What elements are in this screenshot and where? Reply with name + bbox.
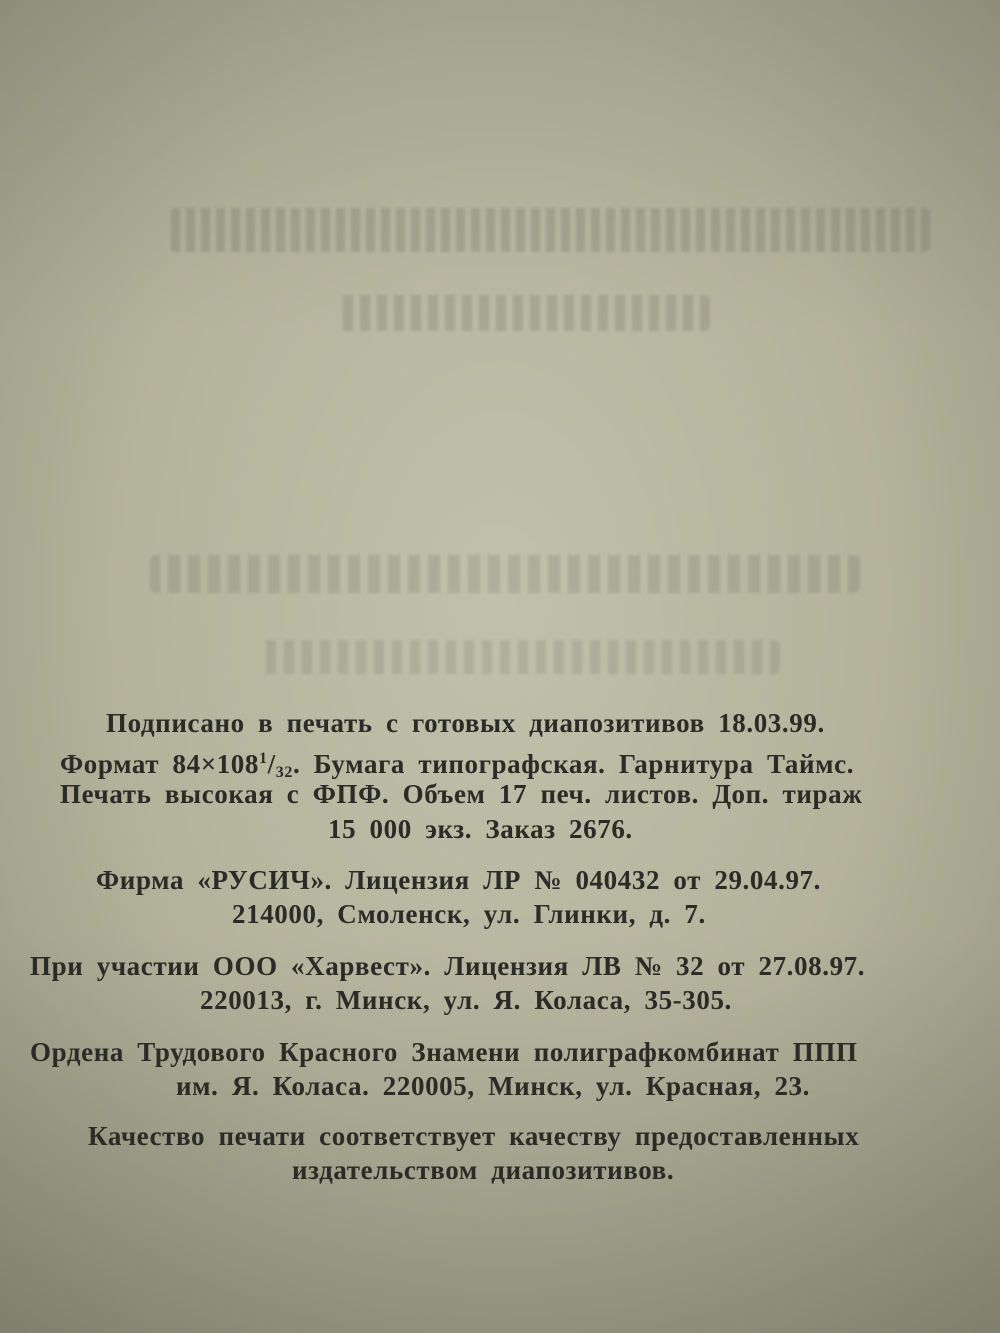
format-prefix: Формат 84×108 — [60, 749, 260, 779]
publisher-license-line: Фирма «РУСИЧ». Лицензия ЛР № 040432 от 29.04.97. — [96, 865, 821, 895]
partner-license-line: При участии ООО «Харвест». Лицензия ЛВ № 32 от 27.08.97. — [30, 951, 866, 981]
format-fraction-denominator: 32 — [275, 764, 293, 781]
bleed-through-text — [170, 208, 930, 252]
printing-house-line: Ордена Трудового Красного Знамени полиграфкомбинат ППП — [30, 1037, 858, 1067]
bleed-through-text — [260, 640, 780, 674]
quality-note-line: Качество печати соответствует качеству предоставленных — [88, 1121, 860, 1151]
partner-address-line: 220013, г. Минск, ул. Я. Коласа, 35-305. — [200, 985, 732, 1015]
print-run-line: 15 000 экз. Заказ 2676. — [328, 814, 633, 844]
printing-house-address-line: им. Я. Коласа. 220005, Минск, ул. Красная, 23. — [176, 1071, 810, 1101]
print-method-line: Печать высокая с ФПФ. Объем 17 печ. листов. Доп. тираж — [60, 779, 863, 809]
bleed-through-text — [340, 295, 710, 331]
quality-note-line-2: издательством диапозитивов. — [292, 1155, 675, 1185]
bleed-through-text — [150, 555, 860, 593]
printing-signed-line: Подписано в печать с готовых диапозитивов 18.03.99. — [106, 708, 825, 738]
format-fraction-numerator: 1 — [259, 750, 268, 767]
format-suffix: . Бумага типографская. Гарнитура Таймс. — [292, 749, 855, 779]
format-fraction-slash: / — [267, 749, 276, 779]
publisher-address-line: 214000, Смоленск, ул. Глинки, д. 7. — [232, 899, 706, 929]
